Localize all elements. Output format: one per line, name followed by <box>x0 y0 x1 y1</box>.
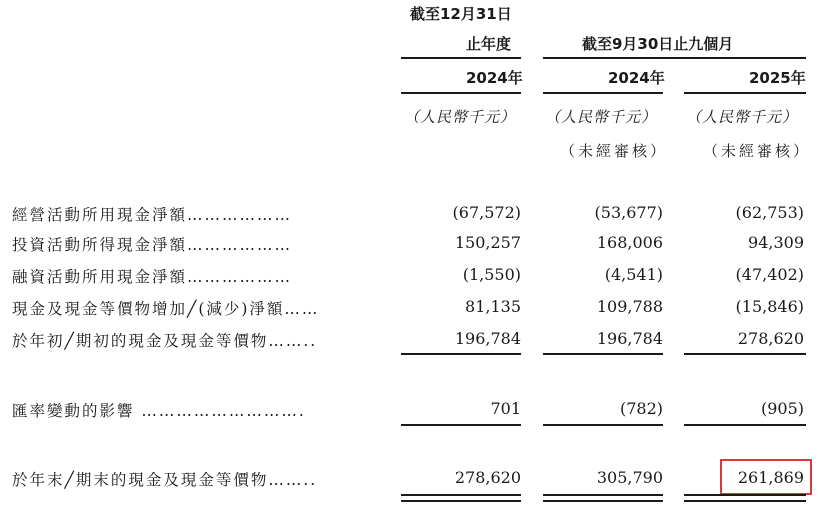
row-value-closing-9m2025: 261,869 <box>737 468 804 487</box>
unaudited-col2: （未經審核） <box>560 142 669 160</box>
year-rule-col3 <box>684 92 806 94</box>
col1-header-line2: 止年度 <box>466 35 512 53</box>
row-value-fx-9m2025: (905) <box>760 399 804 418</box>
row-value-closing-fy2024: 278,620 <box>454 468 521 487</box>
total-double-rule-col3-top <box>684 494 806 496</box>
row-value-operating-9m2024: (53,677) <box>594 203 663 222</box>
row-value-investing-fy2024: 150,257 <box>454 233 521 252</box>
row-value-financing-9m2025: (47,402) <box>735 265 804 284</box>
total-double-rule-col3-bottom <box>684 500 806 502</box>
year-rule-col1 <box>401 92 521 94</box>
row-value-net-change-9m2025: (15,846) <box>735 297 804 316</box>
total-double-rule-col2-bottom <box>543 500 663 502</box>
row-value-financing-9m2024: (4,541) <box>604 265 663 284</box>
header-rule-col1 <box>401 57 521 59</box>
row-value-opening-fy2024: 196,784 <box>454 329 521 348</box>
row-value-opening-9m2025: 278,620 <box>737 329 804 348</box>
fx-rule-col2 <box>543 424 663 426</box>
nine-month-group-header: 截至9月30日止九個月 <box>582 35 734 53</box>
row-label-net-change: 現金及現金等價物增加╱(減少)淨額…… <box>12 300 320 318</box>
row-value-net-change-fy2024: 81,135 <box>465 297 521 316</box>
year-rule-col2 <box>543 92 663 94</box>
total-double-rule-col1-bottom <box>401 500 521 502</box>
year-col2: 2024年 <box>608 69 665 87</box>
fx-rule-col3 <box>684 424 806 426</box>
row-value-opening-9m2024: 196,784 <box>596 329 663 348</box>
header-rule-nine-month <box>543 57 806 59</box>
unit-col2: （人民幣千元） <box>545 108 658 126</box>
row-value-fx-fy2024: 701 <box>490 399 521 418</box>
row-value-financing-fy2024: (1,550) <box>462 265 521 284</box>
unit-col1: （人民幣千元） <box>404 108 517 126</box>
row-label-opening-balance: 於年初╱期初的現金及現金等價物…….. <box>12 332 318 350</box>
subtotal-rule-col3 <box>684 353 806 355</box>
row-value-closing-9m2024: 305,790 <box>596 468 663 487</box>
subtotal-rule-col2 <box>543 353 663 355</box>
row-value-operating-fy2024: (67,572) <box>452 203 521 222</box>
row-value-fx-9m2024: (782) <box>619 399 663 418</box>
row-value-investing-9m2024: 168,006 <box>596 233 663 252</box>
row-value-investing-9m2025: 94,309 <box>748 233 804 252</box>
row-value-operating-9m2025: (62,753) <box>735 203 804 222</box>
year-col1: 2024年 <box>466 69 523 87</box>
highlight-box <box>720 459 812 495</box>
col1-header-line1: 截至12月31日 <box>410 5 512 23</box>
unit-col3: （人民幣千元） <box>686 108 799 126</box>
row-label-financing: 融資活動所用現金淨額……………… <box>12 268 293 286</box>
row-label-operating: 經營活動所用現金淨額……………… <box>12 206 293 224</box>
unaudited-col3: （未經審核） <box>703 142 812 160</box>
total-double-rule-col2-top <box>543 494 663 496</box>
row-label-closing-balance: 於年末╱期末的現金及現金等價物…….. <box>12 471 318 489</box>
row-label-fx-effect: 匯率變動的影響 ………………………. <box>12 402 306 420</box>
row-label-investing: 投資活動所得現金淨額……………… <box>12 236 293 254</box>
subtotal-rule-col1 <box>401 353 521 355</box>
row-value-net-change-9m2024: 109,788 <box>596 297 663 316</box>
year-col3: 2025年 <box>749 69 806 87</box>
total-double-rule-col1-top <box>401 494 521 496</box>
fx-rule-col1 <box>401 424 521 426</box>
